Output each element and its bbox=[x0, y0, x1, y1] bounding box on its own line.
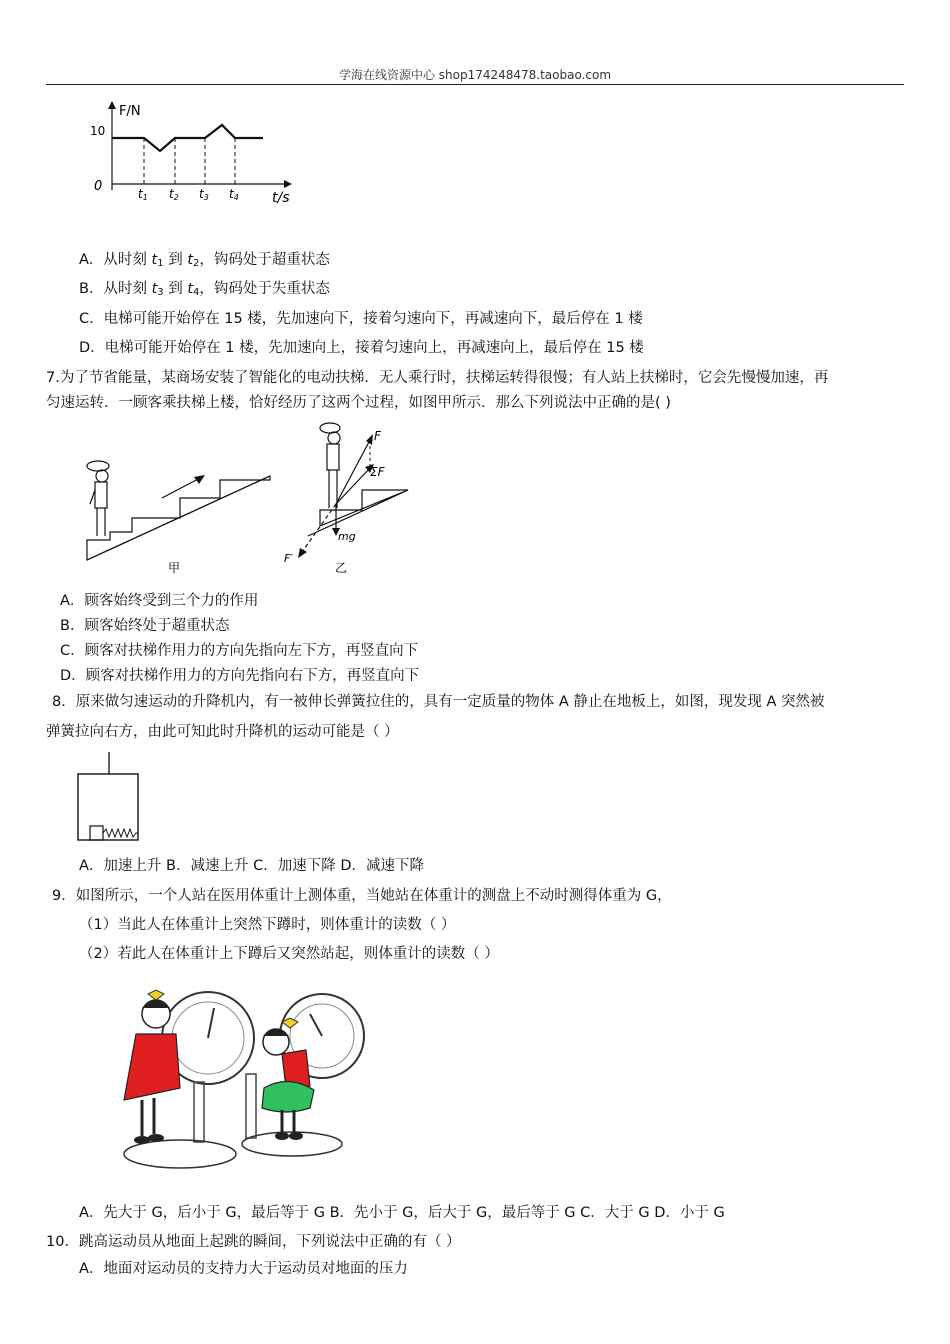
label-jia: 甲 bbox=[168, 561, 181, 575]
y-tick-10: 10 bbox=[90, 124, 106, 138]
origin-label: 0 bbox=[94, 179, 103, 194]
label-Fprime: F′ bbox=[284, 552, 293, 565]
q7-option-c: C．顾客对扶梯作用力的方向先指向左下方，再竖直向下 bbox=[60, 643, 419, 659]
header-divider bbox=[46, 84, 904, 85]
q9-stem: 9．如图所示，一个人站在医用体重计上测体重，当她站在体重计的测盘上不动时测得体重为 G， bbox=[52, 888, 672, 904]
girl-squatting bbox=[262, 1018, 314, 1140]
q7-stem-line2: 匀速运转．一顾客乘扶梯上楼，恰好经历了这两个过程，如图甲所示．那么下列说法中正确的是( ) bbox=[46, 395, 671, 411]
q10-option-a: A．地面对运动员的支持力大于运动员对地面的压力 bbox=[79, 1261, 408, 1277]
q8-stem-line2: 弹簧拉向右方，由此可知此时升降机的运动可能是（ ） bbox=[46, 724, 399, 740]
elevator-figure bbox=[76, 752, 146, 844]
q9-sub2: （2）若此人在体重计上下蹲后又突然站起，则体重计的读数（ ） bbox=[79, 946, 499, 962]
tick-t3: t3 bbox=[199, 187, 209, 202]
customer-figure-yi bbox=[320, 423, 340, 508]
q9-options: A．先大于 G，后小于 G，最后等于 G B．先小于 G，后大于 G，最后等于 G C．大于 G D．小于 G bbox=[79, 1205, 725, 1221]
tick-t1: t1 bbox=[138, 187, 148, 202]
x-axis-label: t/s bbox=[272, 190, 290, 206]
q7-option-b: B．顾客始终处于超重状态 bbox=[60, 618, 230, 634]
tick-t4: t4 bbox=[229, 187, 239, 202]
scale-figure bbox=[96, 978, 396, 1186]
force-time-graph bbox=[80, 98, 310, 208]
label-sumF: ΣF bbox=[370, 465, 385, 479]
page-header: 学海在线资源中心 shop174248478.taobao.com bbox=[338, 68, 612, 82]
label-mg: mg bbox=[338, 530, 356, 543]
girl-standing bbox=[124, 990, 180, 1144]
q6-option-c: C．电梯可能开始停在 15 楼，先加速向下，接着匀速向下，再减速向下，最后停在 1 楼 bbox=[79, 311, 643, 327]
q9-sub1: （1）当此人在体重计上突然下蹲时，则体重计的读数（ ） bbox=[79, 917, 456, 933]
q6-option-d: D．电梯可能开始停在 1 楼，先加速向上，接着匀速向上，再减速向上，最后停在 15 楼 bbox=[79, 340, 644, 356]
q6-option-b: B．从时刻 $t_3$ 到 $t_4$，钩码处于失重状态 bbox=[79, 281, 330, 298]
q8-stem-line1: 8．原来做匀速运动的升降机内，有一被伸长弹簧拉住的，具有一定质量的物体 A 静止在地板上，如图，现发现 A 突然被 bbox=[52, 694, 825, 710]
customer-figure-jia bbox=[87, 461, 109, 536]
tick-t2: t2 bbox=[169, 187, 179, 202]
q8-options: A．加速上升 B．减速上升 C．加速下降 D．减速下降 bbox=[79, 858, 424, 874]
q7-stem-line1: 7.为了节省能量，某商场安装了智能化的电动扶梯．无人乘行时，扶梯运转得很慢；有人站上扶梯时，它会先慢慢加速，再 bbox=[46, 370, 829, 386]
q10-stem: 10．跳高运动员从地面上起跳的瞬间，下列说法中正确的有（ ） bbox=[46, 1234, 461, 1250]
q7-option-a: A．顾客始终受到三个力的作用 bbox=[60, 593, 259, 609]
label-yi: 乙 bbox=[335, 561, 348, 575]
y-axis-label: F/N bbox=[119, 104, 141, 119]
q7-option-d: D．顾客对扶梯作用力的方向先指向右下方，再竖直向下 bbox=[60, 668, 420, 684]
q6-option-a: A．从时刻 $t_1$ 到 $t_2$，钩码处于超重状态 bbox=[79, 252, 330, 269]
escalator-figure bbox=[80, 418, 420, 580]
label-F: F bbox=[374, 429, 381, 443]
